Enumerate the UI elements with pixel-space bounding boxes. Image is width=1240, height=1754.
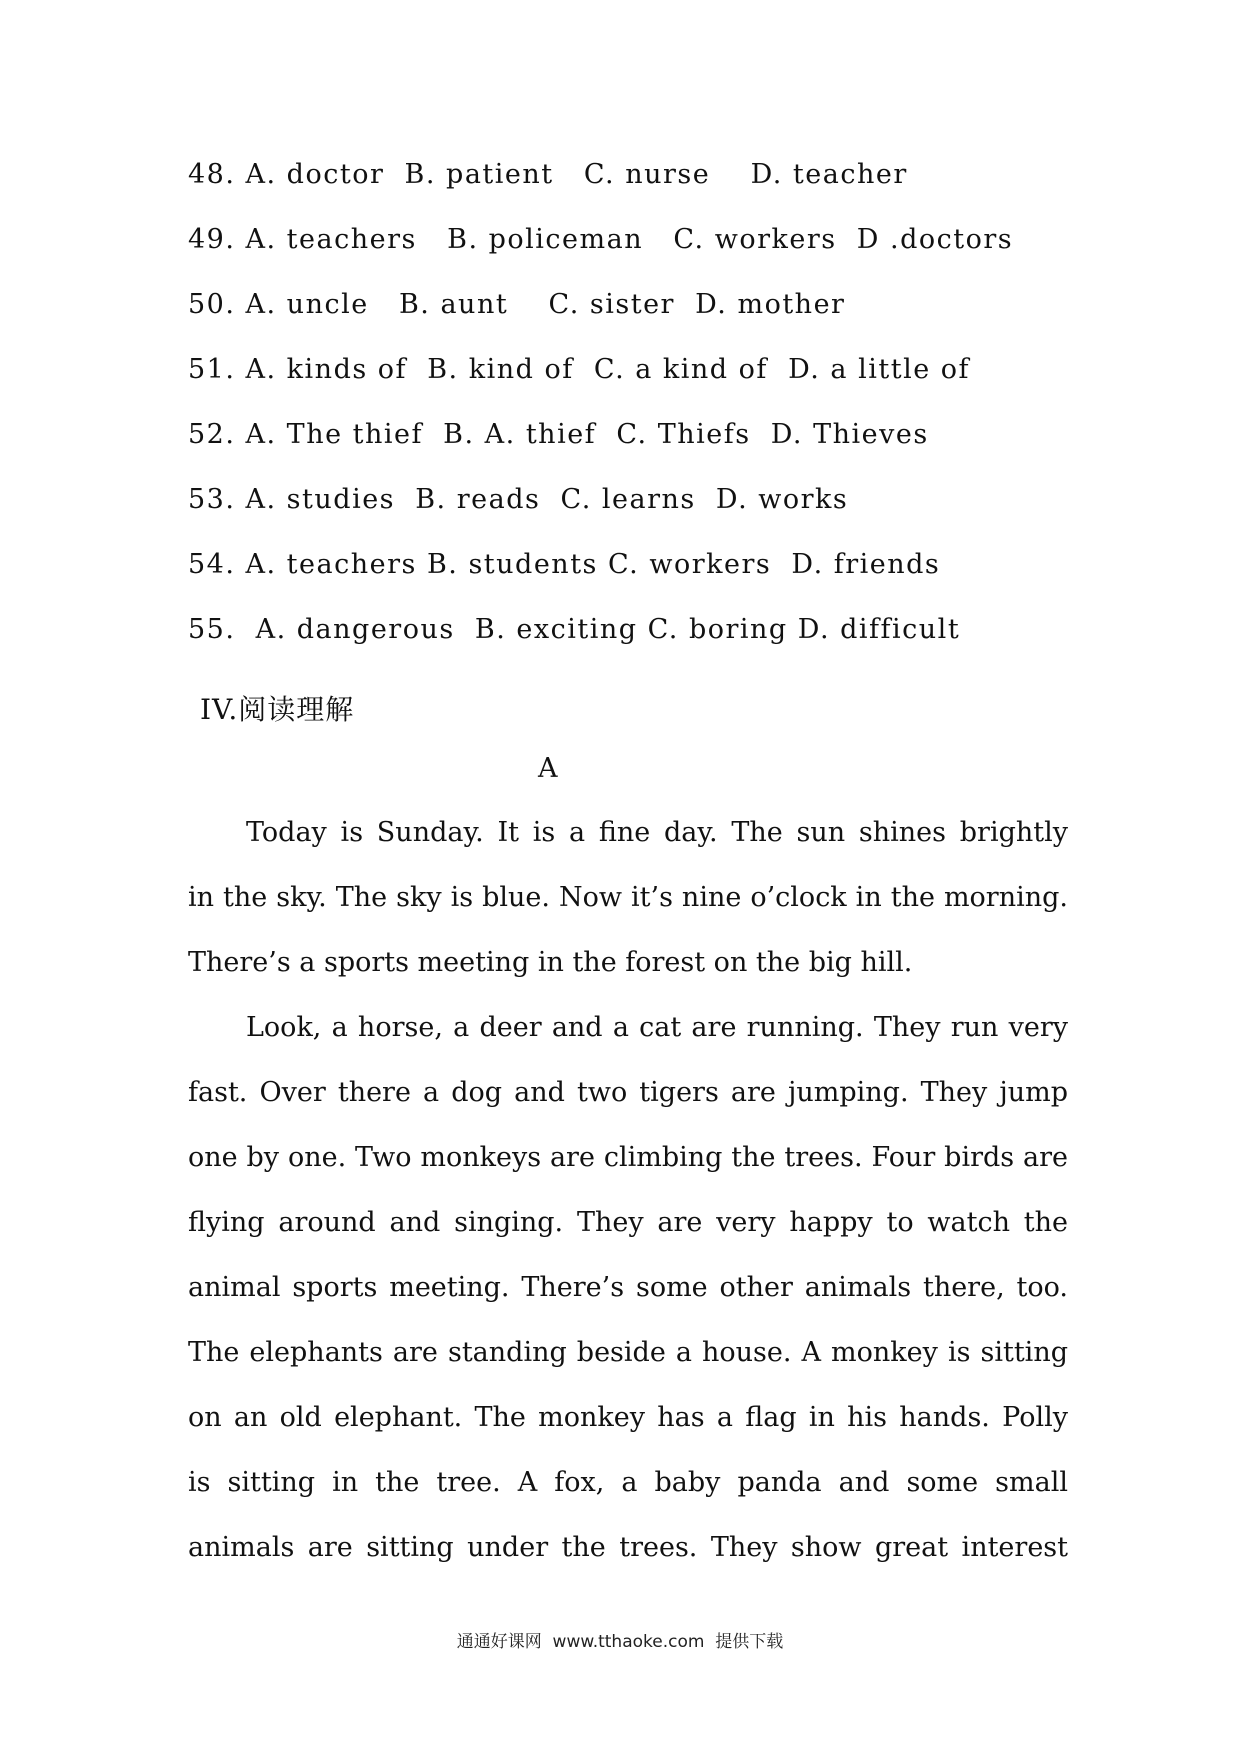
question-48: 48. A. doctor B. patient C. nurse D. teacher xyxy=(188,159,908,190)
reading-passage xyxy=(188,818,1068,1598)
passage-line: animal sports meeting. There’s some other animals there, too. xyxy=(188,1272,1068,1303)
question-50: 50. A. uncle B. aunt C. sister D. mother xyxy=(188,289,846,320)
question-54: 54. A. teachers B. students C. workers D. friends xyxy=(188,549,941,580)
page-footer: 通通好课网 www.tthaoke.com 提供下载 xyxy=(456,1632,784,1652)
question-53: 53. A. studies B. reads C. learns D. works xyxy=(188,484,849,515)
passage-line: The elephants are standing beside a house. A monkey is sitting xyxy=(188,1337,1068,1368)
passage-line: flying around and singing. They are very happy to watch the xyxy=(188,1207,1068,1238)
passage-line: Today is Sunday. It is a fine day. The sun shines brightly xyxy=(246,817,1068,848)
question-55: 55. A. dangerous B. exciting C. boring D. difficult xyxy=(188,614,961,645)
passage-line: in the sky. The sky is blue. Now it’s nine o’clock in the morning. xyxy=(188,882,1068,913)
section-title: IV.阅读理解 xyxy=(200,693,355,726)
passage-line: is sitting in the tree. A fox, a baby panda and some small xyxy=(188,1467,1068,1498)
question-list xyxy=(188,160,1013,680)
passage-line: Look, a horse, a deer and a cat are running. They run very xyxy=(246,1012,1068,1043)
passage-title: A xyxy=(538,753,558,784)
passage-line: There’s a sports meeting in the forest on the big hill. xyxy=(188,947,913,978)
passage-line: one by one. Two monkeys are climbing the trees. Four birds are xyxy=(188,1142,1068,1173)
question-49: 49. A. teachers B. policeman C. workers D .doctors xyxy=(188,224,1014,255)
passage-line: on an old elephant. The monkey has a flag in his hands. Polly xyxy=(188,1402,1068,1433)
passage-line: fast. Over there a dog and two tigers are jumping. They jump xyxy=(188,1077,1068,1108)
question-52: 52. A. The thief B. A. thief C. Thiefs D. Thieves xyxy=(188,419,929,450)
question-51: 51. A. kinds of B. kind of C. a kind of D. a little of xyxy=(188,354,971,385)
passage-line: animals are sitting under the trees. They show great interest xyxy=(188,1532,1068,1563)
